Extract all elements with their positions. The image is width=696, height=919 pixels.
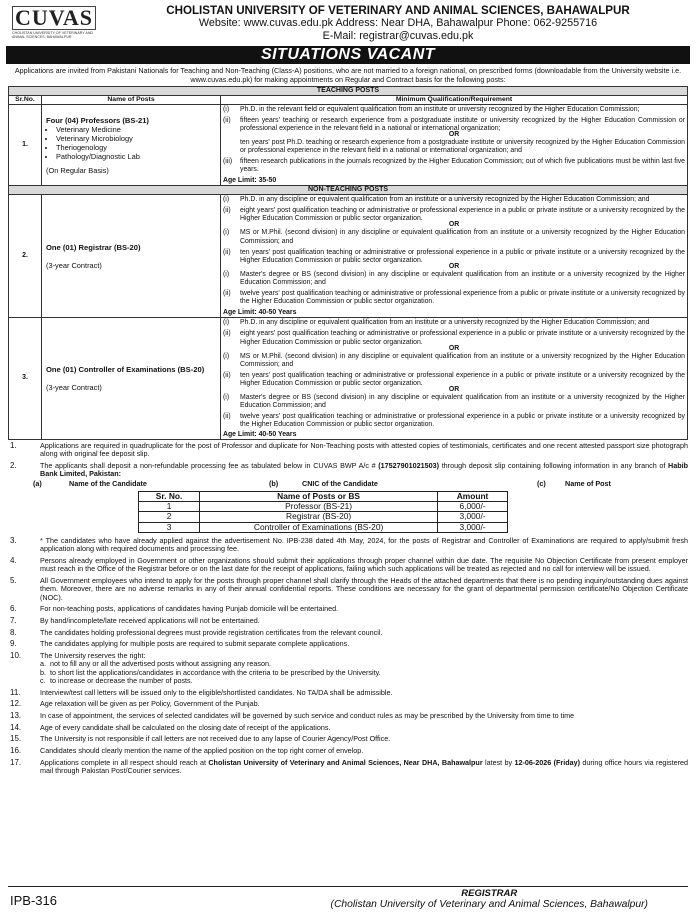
advertisement-code: IPB-316: [10, 893, 57, 908]
fee-slip-fields: (a) Name of the Candidate (b) CNIC of the Candidate (c) Name of Post: [33, 479, 611, 489]
fee-col-post: Name of Posts or BS: [200, 491, 438, 501]
university-name: CHOLISTAN UNIVERSITY OF VETERINARY AND ANIMAL SCIENCES, BAHAWALPUR: [166, 4, 630, 17]
row-sno: 3.: [9, 318, 42, 439]
instructions: [8, 442, 688, 776]
post-title: Four (04) Professors (BS-21): [46, 115, 149, 125]
or-label: OR: [448, 262, 460, 270]
intro-text: Applications are invited from Pakistani Nationals for Teaching and Non-Teaching (Class-A) positions, who are not married to a foreign national, on prescribed forms (downloadable from the University website i.e. www.cuvas.edu.pk) for making appointments on Regular and Contract basis for the following posts:: [14, 66, 682, 84]
qualification-cell: (i) Ph.D. in any discipline or equivalent qualification from an institute or a university recognized by the Higher Education Commission; and (ii) eight years' post qualification teaching or administrative or professional experience in a public or private institute or a university recognized by the Higher Education Commission or public sector organization. OR (i) MS or M.Phil. (second division) in any discipline or equivalent qualification from an institute or a university recognized by the Higher Education Commission; and (ii) ten years' post qualification teaching or administrative or professional experience in a public or private institute or a university recognized by the Higher Education Commission or public sector organization. OR (i) Master's degree or BS (second division) in any discipline or equivalent qualification from an institute or a university recognized by the Higher Education Commission; and (ii) twelve years' post qualification teaching or administrative or professional experience in a public or private institute or a university recognized by the Higher Education Commission or public sector organization. Age Limit: 40-50 Years: [221, 318, 688, 439]
table-row: 1 Professor (BS-21) 6,000/-: [139, 501, 508, 511]
post-name: [42, 318, 221, 439]
footer: [8, 886, 688, 913]
registrar-signature-block: [331, 888, 648, 911]
list-item: 6. For non-teaching posts, applications of candidates having Punjab domicile will be entertained.: [10, 604, 339, 614]
list-item: 10. The University reserves the right: a. not to fill any or all the advertised posts without assigning any reason. b. to short list the applications/candidates in accordance with the criteria to be prescribed by the University. c. to increase or decrease the number of posts.: [8, 652, 688, 685]
table-row: [9, 105, 688, 186]
list-item: 4. Persons already employed in Government or other organizations should submit their applications through proper channel within due date. The requisite No Objection Certificate from present employer must reach in the Office of the Registrar before or on the last date for the receipt of applications, failing which such applications will be treated as rejected and no call for interview will be issued.: [10, 556, 688, 574]
post-basis: (3-year Contract): [46, 260, 102, 270]
post-title: One (01) Registrar (BS-20): [46, 242, 141, 252]
table-row: 3 Controller of Examinations (BS-20) 3,000/-: [139, 522, 508, 532]
fee-table: [138, 491, 508, 534]
qualification-text: eight years' post qualification teaching or administrative or professional experience in a public or private institute or a university recognized by the Higher Education Commission or public sector organization.: [240, 207, 685, 223]
post-title: One (01) Controller of Examinations (BS-20): [46, 365, 205, 374]
post-basis: (3-year Contract): [46, 383, 102, 392]
list-item: 12. Age relaxation will be given as per Policy, Government of the Punjab.: [10, 699, 260, 709]
posts-table: [8, 86, 688, 439]
list-item: 13. In case of appointment, the services of selected candidates will be governed by such service and conduct rules as may be prescribed by the University from time to time: [10, 711, 575, 721]
fee-col-amount: Amount: [438, 491, 508, 501]
list-item: • Theriogenology: [56, 143, 216, 152]
section-teaching: TEACHING POSTS: [9, 87, 688, 96]
header-text: [108, 4, 688, 42]
table-row: [9, 195, 688, 318]
or-label: OR: [448, 344, 460, 352]
post-basis: (On Regular Basis): [46, 165, 109, 175]
table-row: [9, 318, 688, 439]
qualification-text: twelve years' post qualification teaching or administrative or professional experience in a public or private institute or a university recognized by the Higher Education Commission or public sector organization.: [240, 413, 685, 429]
university-logo: [12, 6, 100, 44]
col-name: Name of Posts: [42, 96, 221, 105]
table-row: 2 Registrar (BS-20) 3,000/-: [139, 512, 508, 522]
or-label: OR: [448, 386, 460, 394]
col-qual: Minimum Qualification/Requirement: [221, 96, 688, 105]
row-sno: 2.: [9, 195, 42, 318]
section-nonteaching: NON-TEACHING POSTS: [9, 186, 688, 195]
qualification-text: Ph.D. in any discipline or equivalent qualification from an institute or a university recognized by the Higher Education Commission; and: [240, 196, 650, 204]
list-item: 1. Applications are required in quadruplicate for the post of Professor and duplicate for Non-Teaching posts with attested copies of testimonials, certificates and one recent attested passport size photograph along with original fee deposit slip.: [10, 440, 688, 458]
qualification-text: fifteen years' teaching or research experience from a postgraduate institute or university recognized by the Higher Education Commission or professional experience in the relevant field in a national or international organization;: [240, 117, 685, 133]
qualification-text: eight years' post qualification teaching or administrative or professional experience in a public or private institute or a university recognized by the Higher Education Commission or public sector organization.: [240, 330, 685, 346]
list-item: 2. The applicants shall deposit a non-refundable processing fee as tabulated below in CUVAS BWP A/c # (17527901021503) through deposit slip containing following information in any branch of Habib Bank Limited, Pakistan:: [10, 460, 688, 478]
registrar-title: REGISTRAR: [461, 888, 518, 899]
list-item: • Veterinary Microbiology: [56, 134, 216, 143]
email-line: E-Mail: registrar@cuvas.edu.pk: [322, 29, 474, 42]
situations-vacant-banner: SITUATIONS VACANT: [6, 46, 690, 64]
qualification-text: MS or M.Phil. (second division) in any discipline or equivalent qualification from an institute or a university recognized by the Higher Education Commission; and: [240, 352, 685, 368]
qualification-text: ten years' post qualification teaching or administrative or professional experience in a public or private institute or a university recognized by the Higher Education Commission or public sector organization.: [240, 248, 685, 264]
logo-subtitle: CHOLISTAN UNIVERSITY OF VETERINARY AND ANIMAL SCIENCES, BAHAWALPUR: [12, 31, 94, 40]
qualification-text: Master's degree or BS (second division) in any discipline or equivalent qualification from an institute or a university recognized by the Higher Education Commission; and: [240, 394, 685, 410]
list-item: 11. Interview/test call letters will be issued only to the eligible/shortlisted candidates. No TA/DA shall be admissible.: [10, 687, 393, 697]
post-name: [42, 195, 221, 318]
fee-col-sno: Sr. No.: [139, 491, 200, 501]
list-item: 17. Applications complete in all respect should reach at Cholistan University of Veterinary and Animal Sciences, Near DHA, Bahawalpur latest by 12-06-2026 (Friday) during office hours via registered mail through Pakistan Post/Courier services.: [10, 757, 689, 776]
header: [8, 4, 688, 46]
or-label: OR: [448, 221, 460, 229]
qualification-text: Ph.D. in the relevant field or equivalent qualification from an institute or university recognized by the Higher Education Commission;: [240, 106, 640, 114]
list-item: 7. By hand/incomplete/late received applications will not be entertained.: [10, 616, 260, 626]
list-item: 15. The University is not responsible if call letters are not received due to any lapse of Courier Agency/Post Office.: [10, 734, 391, 744]
list-item: 8. The candidates holding professional degrees must provide registration certificates from the relevant council.: [10, 627, 383, 637]
qualification-text: ten years' post Ph.D. teaching or research experience from a postgraduate institute or university recognized by the Higher Education Commission or professional experience in the relevant field in a national or international organization; and: [240, 138, 685, 154]
list-item: 16. Candidates should clearly mention the name of the applied position on the top right corner of envelop.: [10, 746, 364, 756]
list-item: • Veterinary Medicine: [56, 125, 216, 134]
qualification-text: Ph.D. in any discipline or equivalent qualification from an institute or a university recognized by the Higher Education Commission; and: [240, 319, 650, 327]
registrar-subtitle: (Cholistan University of Veterinary and Animal Sciences, Bahawalpur): [330, 899, 648, 910]
age-limit: Age Limit: 40-50 Years: [223, 309, 297, 317]
list-item: 3. * The candidates who have already applied against the advertisement No. IPB-238 dated 4th May, 2024, for the posts of Registrar and Controller of Examinations are required to apply/submit fresh application along with required documents and processing fee.: [10, 536, 688, 554]
age-limit: Age Limit: 40-50 Years: [223, 430, 297, 438]
list-item: 9. The candidates applying for multiple posts are required to submit separate complete applications.: [10, 639, 350, 649]
contact-line: Website: www.cuvas.edu.pk Address: Near DHA, Bahawalpur Phone: 062-9255716: [198, 17, 598, 29]
qualification-text: twelve years' post qualification teaching or administrative or professional experience from a public or private institute or a university recognized by the Higher Education Commission or public sector organization.: [240, 290, 685, 306]
qualification-cell: (i) Ph.D. in any discipline or equivalent qualification from an institute or a university recognized by the Higher Education Commission; and (ii) eight years' post qualification teaching or administrative or professional experience in a public or private institute or a university recognized by the Higher Education Commission or public sector organization. OR (i) MS or M.Phil. (second division) in any discipline or equivalent qualification from an institute or a university recognized by the Higher Education Commission; and (ii) ten years' post qualification teaching or administrative or professional experience in a public or private institute or a university recognized by the Higher Education Commission or public sector organization. OR (i) Master's degree or BS (second division) in any discipline or equivalent qualification from an institute or a university recognized by the Higher Education Commission; and (ii) twelve years' post qualification teaching or administrative or professional experience from a public or private institute or a university recognized by the Higher Education Commission or public sector organization. Age Limit: 40-50 Years: [221, 195, 688, 318]
qualification-text: Master's degree or BS (second division) in any discipline or equivalent qualification from an institute or a university recognized by the Higher Education Commission; and: [240, 270, 685, 286]
list-item: 5. All Government employees who intend to apply for the posts through proper channel shall clarify through the Heads of the attached departments that there is no pending inquiry/outstanding dues against them. Moreover, there are no adverse remarks in any of their annual confidential reports. These conditions are necessary for the grant of departmental permission certificate/No Objection Certificate (NOC).: [10, 576, 688, 602]
or-label: OR: [448, 131, 460, 139]
age-limit: Age Limit: 35-50: [223, 176, 277, 184]
post-name: [42, 105, 221, 186]
sub-list: a. not to fill any or all the advertised posts without assigning any reason. b. to short list the applications/candidates in accordance with the criteria to be prescribed by the University. c. to increase or decrease the number of posts.: [40, 659, 381, 686]
qualification-cell: (i) Ph.D. in the relevant field or equivalent qualification from an institute or university recognized by the Higher Education Commission; (ii) fifteen years' teaching or research experience from a postgraduate institute or university recognized by the Higher Education Commission or professional experience in the relevant field in a national or international organization; OR ten years' post Ph.D. teaching or research experience from a postgraduate institute or university recognized by the Higher Education Commission or professional experience in the relevant field in a national or international organization; and (iii) fifteen research publications in the journals recognized by the Higher Education Commission; out of which five publications must be within last five years. Age Limit: 35-50: [221, 105, 688, 186]
qualification-text: MS or M.Phil. (second division) in any discipline or equivalent qualification from an institute or a university recognized by the Higher Education Commission; and: [240, 229, 685, 245]
col-sno: Sr.No.: [9, 96, 42, 105]
qualification-text: ten years' post qualification teaching or administrative or professional experience in a public or private institute or a university recognized by the Higher Education Commission or public sector organization.: [240, 371, 685, 387]
list-item: 14. Age of every candidate shall be calculated on the closing date of receipt of the applications.: [10, 722, 331, 732]
list-item: • Pathology/Diagnostic Lab: [56, 152, 216, 161]
discipline-list: [46, 125, 216, 161]
row-sno: 1.: [9, 105, 42, 186]
logo-mark: CUVAS: [12, 6, 96, 30]
qualification-text: fifteen research publications in the journals recognized by the Higher Education Commission; out of which five publications must be within last five years.: [240, 157, 685, 173]
